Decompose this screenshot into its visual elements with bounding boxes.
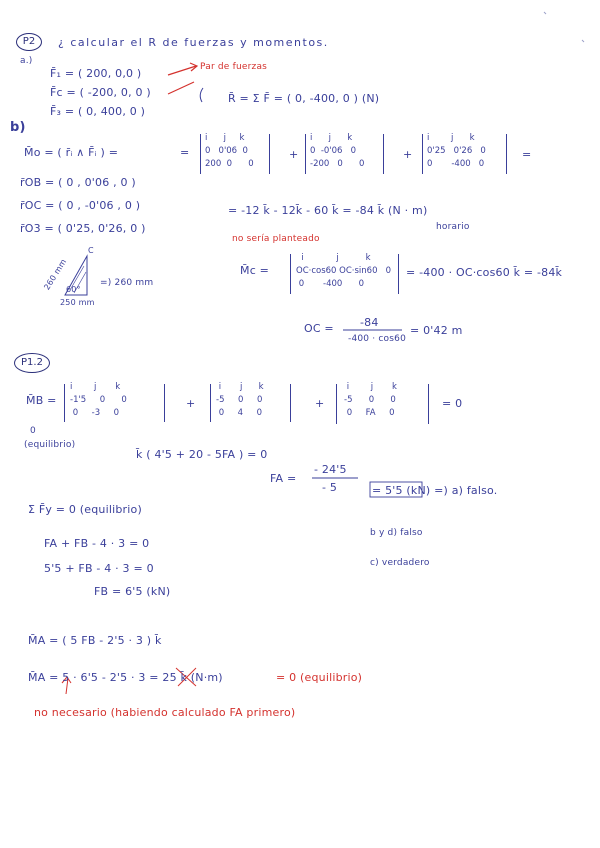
triangle-hypotenuse: 260 mm xyxy=(42,257,69,292)
equals-sign: = xyxy=(180,146,190,159)
fa-lhs: FA = xyxy=(270,472,297,485)
triangle-angle: 60° xyxy=(66,285,81,294)
equilibrium-note-1: (equilibrio) xyxy=(24,440,76,450)
resultant-equation: R̄ = Σ F̄ = ( 0, -400, 0 ) (N) xyxy=(228,92,380,105)
oc-denominator: -400 · cos60 xyxy=(348,334,407,344)
moment-b-zero: 0 xyxy=(30,426,36,436)
problem-label-p2: P2 xyxy=(16,33,42,51)
answer-b-d: b y d) falso xyxy=(370,528,423,538)
position-vector-o3: r̄O3 = ( 0'25, 0'26, 0 ) xyxy=(20,222,146,235)
oc-numerator: -84 xyxy=(360,316,379,329)
moment-sum-note: horario xyxy=(436,222,470,232)
triangle-result: =) 260 mm xyxy=(100,278,154,288)
moment-o-definition: M̄o = ( r̄ᵢ ∧ F̄ᵢ ) = xyxy=(24,146,119,159)
plus-sign-1: + xyxy=(289,148,299,161)
oc-rhs: = 0'42 m xyxy=(410,324,463,337)
fa-result: = 5'5 (kN) =) a) falso. xyxy=(372,484,498,497)
part-a-label: a.) xyxy=(20,56,33,66)
position-vector-oc: r̄OC = ( 0 , -0'06 , 0 ) xyxy=(20,199,141,212)
moment-a-definition: M̄A = ( 5 FB - 2'5 · 3 ) k̄ xyxy=(28,634,162,647)
force-f1: F̄₁ = ( 200, 0,0 ) xyxy=(50,67,142,80)
equals-sign-end: = xyxy=(522,148,532,161)
moment-c-definition: M̄c = xyxy=(240,264,270,277)
moment-a-red-note: = 0 (equilibrio) xyxy=(276,671,363,684)
note-par-de-fuerzas: Par de fuerzas xyxy=(200,62,268,72)
handwritten-page: P2 ¿ calcular el R de fuerzas y momentos. a.) F̄₁ = ( 200, 0,0 ) F̄c = ( -200, 0, 0 ) F̄₃ = ( 0, 400, 0 ) Par de fuerzas R̄ = Σ F̄ = ( 0, -400, 0 ) (N) b) M̄o = ( r̄ᵢ ∧ F̄ᵢ ) = i j k 0 0'06 0 200 0 0 = + i j k 0 -0'06 0 -200 0 0 + i j k 0'25 0'26 0 0 -400 0 = r̄OB = ( 0 , 0'06 , 0 ) r̄OC = ( 0 , -0'06 , 0 ) r̄O3 = ( 0'25, 0'26, 0 ) = -12 k̄ - 12k̄ - 60 k̄ = -84 k̄ (N · m) horario no sería planteado C 260 mm 60° 250 mm =) 260 mm M̄c = i j k OC·cos60 OC·sin60 0 0 -400 0 = -400 · OC·cos60 k̄ = -84k̄ OC = -84 -400 · cos60 = 0'42 m P1.2 M̄B = 0 i j k -1'5 0 0 0 -3 0 + i j k -5 0 0 0 4 0 + i j k -5 0 0 0 FA 0 = 0 (equilibrio) k̄ ( 4'5 + 20 - 5FA ) = 0 FA = - 24'5 - 5 = 5'5 (kN) =) a) falso. Σ F̄y = 0 (equilibrio) b y d) falso c) verdadero FA + FB - 4 · 3 = 0 5'5 + FB - 4 · 3 = 0 FB = 6'5 (kN) M̄A = ( 5 FB - 2'5 · 3 ) k̄ M̄A = 5 · 6'5 - 2'5 · 3 = 25 k̄ (N·m) = 0 (equilibrio) no necesario (habiendo calculado FA primero) xyxy=(0,0,600,848)
moment-a-calculation: M̄A = 5 · 6'5 - 2'5 · 3 = 25 k̄ (N·m) xyxy=(28,671,223,684)
plus-sign-4: + xyxy=(315,397,325,410)
sum-forces-y: Σ F̄y = 0 (equilibrio) xyxy=(28,503,142,516)
fb-result: FB = 6'5 (kN) xyxy=(94,585,171,598)
red-note-not-necessary: no necesario (habiendo calculado FA primero) xyxy=(34,706,296,719)
force-equation-2: 5'5 + FB - 4 · 3 = 0 xyxy=(44,562,154,575)
fa-numerator: - 24'5 xyxy=(314,463,347,476)
force-f3: F̄₃ = ( 0, 400, 0 ) xyxy=(50,105,146,118)
moment-equation: k̄ ( 4'5 + 20 - 5FA ) = 0 xyxy=(136,448,268,461)
oc-lhs: OC = xyxy=(304,322,334,335)
problem-label-p12: P1.2 xyxy=(14,353,50,373)
plus-sign-2: + xyxy=(403,148,413,161)
answer-c: c) verdadero xyxy=(370,558,430,568)
red-note-not-planned: no sería planteado xyxy=(232,234,320,244)
moment-c-result: = -400 · OC·cos60 k̄ = -84k̄ xyxy=(406,266,563,279)
fa-denominator: - 5 xyxy=(322,481,338,494)
equals-zero: = 0 xyxy=(442,397,463,410)
plus-sign-3: + xyxy=(186,397,196,410)
force-equation-1: FA + FB - 4 · 3 = 0 xyxy=(44,537,150,550)
moment-sum: = -12 k̄ - 12k̄ - 60 k̄ = -84 k̄ (N · m) xyxy=(228,204,428,217)
triangle-base: 250 mm xyxy=(60,298,95,307)
part-b-label: b) xyxy=(10,120,26,135)
force-fc: F̄c = ( -200, 0, 0 ) xyxy=(50,86,151,99)
position-vector-ob: r̄OB = ( 0 , 0'06 , 0 ) xyxy=(20,176,136,189)
moment-b-definition: M̄B = xyxy=(26,394,57,407)
p2-heading: ¿ calcular el R de fuerzas y momentos. xyxy=(58,36,329,49)
triangle-vertex-c: C xyxy=(88,246,94,255)
